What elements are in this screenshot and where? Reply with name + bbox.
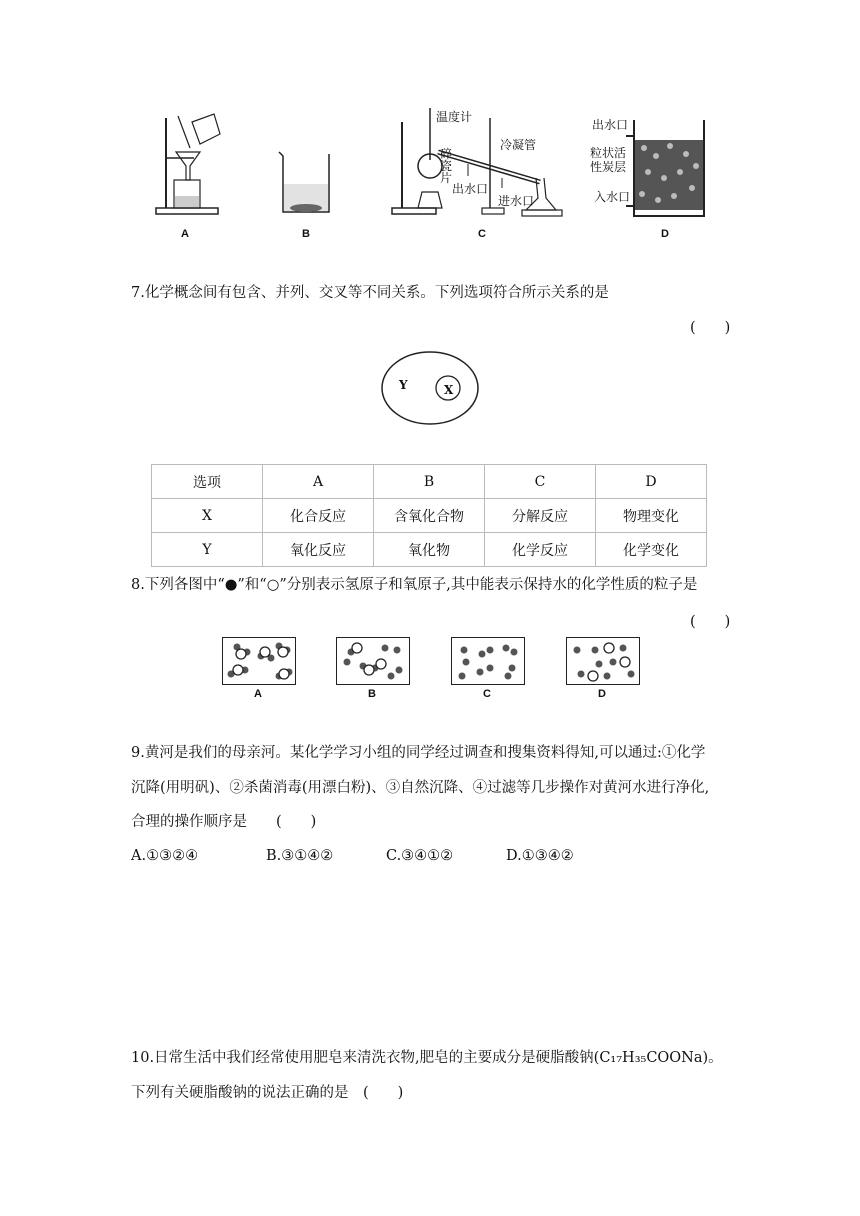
q10-line2: 下列有关硬脂酸钠的说法正确的是 ( ) (131, 1085, 404, 1101)
q9-line1: 9.黄河是我们的母亲河。某化学学习小组的同学经过调查和搜集资料得知,可以通过:①化学 (131, 745, 706, 761)
venn-label-y: Y (399, 378, 408, 392)
beaker-sediment (275, 148, 335, 220)
particles-c (452, 638, 524, 684)
q7-answer-paren: ( ) (690, 320, 731, 336)
q8-caption-b: B (368, 688, 376, 700)
caption-d: D (661, 228, 669, 240)
shards-label: 碎 瓷 片 (440, 147, 453, 185)
q8-caption-a: A (254, 688, 262, 700)
q9-option-a: A.①③②④ (131, 848, 199, 864)
table-cell: 含氧化合物 (374, 499, 485, 533)
q9-option-c: C.③④①② (386, 848, 454, 864)
apparatus-figure (150, 108, 720, 238)
particles-a (223, 638, 295, 684)
q9-option-d: D.①③④② (506, 848, 574, 864)
table-cell: 氧化反应 (263, 533, 374, 567)
q9-line3: 合理的操作顺序是 ( ) (131, 814, 317, 830)
filtration-apparatus (150, 108, 230, 220)
table-cell: D (596, 465, 707, 499)
water-in-label: 进水口 (498, 194, 535, 208)
table-row (152, 533, 707, 567)
water-out-label: 出水口 (452, 182, 489, 196)
carbon-filter (626, 116, 716, 220)
q8-caption-c: C (483, 688, 491, 700)
condenser-label: 冷凝管 (500, 138, 537, 152)
q7-text: 7.化学概念间有包含、并列、交叉等不同关系。下列选项符合所示关系的是 (131, 285, 609, 301)
q8-answer-paren: ( ) (690, 614, 731, 630)
venn-diagram (378, 348, 482, 428)
carbon-layer-label: 粒状活 性炭层 (590, 146, 627, 174)
q8-caption-d: D (598, 688, 606, 700)
table-cell: X (152, 499, 263, 533)
table-cell: 物理变化 (596, 499, 707, 533)
q9-line2: 沉降(用明矾)、②杀菌消毒(用漂白粉)、③自然沉降、④过滤等几步操作对黄河水进行净化, (131, 780, 710, 796)
q8-text: 8.下列各图中“●”和“○”分别表示氢原子和氧原子,其中能表示保持水的化学性质的粒子是 (131, 577, 698, 593)
table-row (152, 499, 707, 533)
table-cell: 氧化物 (374, 533, 485, 567)
particle-box-c (451, 637, 525, 685)
particle-box-b (336, 637, 410, 685)
particles-d (567, 638, 639, 684)
thermometer-label: 温度计 (436, 110, 473, 124)
table-cell: 化合反应 (263, 499, 374, 533)
distillation-apparatus (390, 108, 570, 220)
particles-b (337, 638, 409, 684)
table-cell: B (374, 465, 485, 499)
table-cell: A (263, 465, 374, 499)
table-cell: C (485, 465, 596, 499)
d-water-out-label: 出水口 (592, 118, 629, 132)
q9-option-b: B.③①④② (266, 848, 334, 864)
caption-a: A (181, 228, 189, 240)
table-cell: Y (152, 533, 263, 567)
caption-b: B (302, 228, 310, 240)
table-cell: 选项 (152, 465, 263, 499)
particle-box-a (222, 637, 296, 685)
table-cell: 化学反应 (485, 533, 596, 567)
q7-options-table (151, 464, 707, 567)
table-cell: 分解反应 (485, 499, 596, 533)
particle-box-d (566, 637, 640, 685)
d-water-in-label: 入水口 (594, 190, 631, 204)
table-row (152, 465, 707, 499)
table-cell: 化学变化 (596, 533, 707, 567)
caption-c: C (478, 228, 486, 240)
venn-label-x: X (444, 383, 454, 397)
q10-line1: 10.日常生活中我们经常使用肥皂来清洗衣物,肥皂的主要成分是硬脂酸钠(C₁₇H₃₅COONa)。 (131, 1050, 723, 1066)
